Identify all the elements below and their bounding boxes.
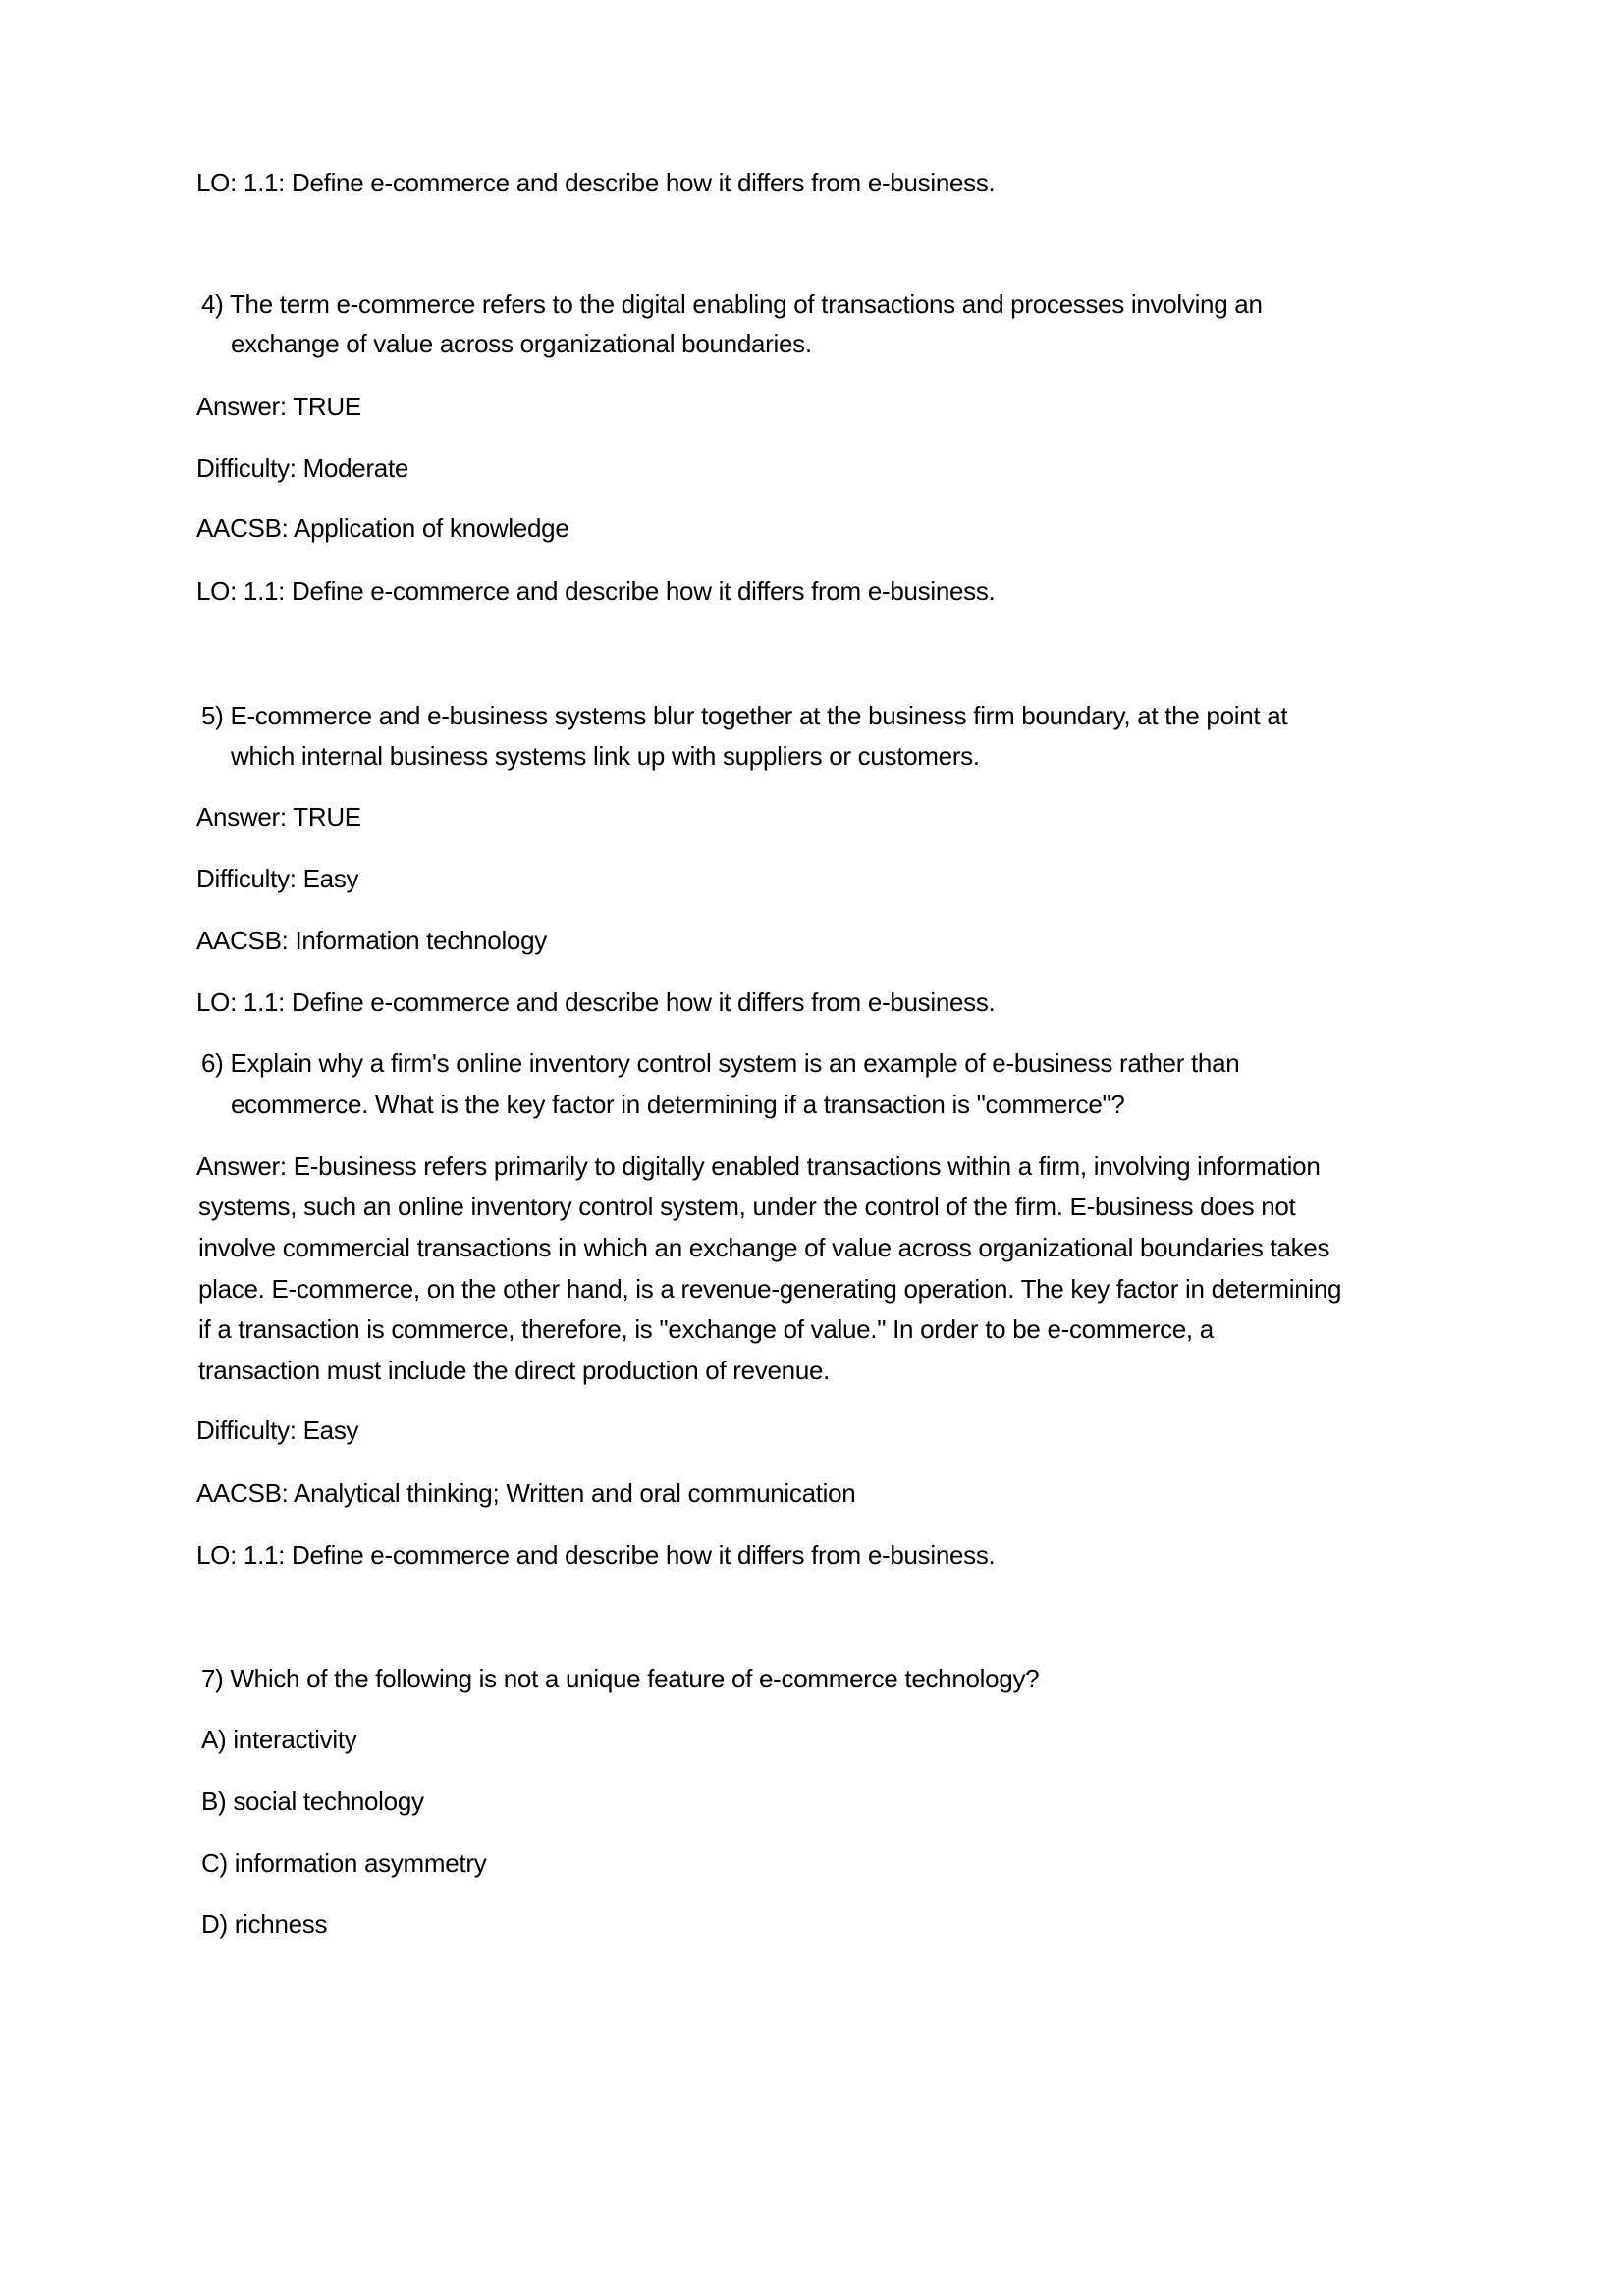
- answer-text: involve commercial transactions in which an exchange of value across organizational boundaries takes: [198, 1233, 1330, 1262]
- difficulty: Difficulty: Moderate: [196, 454, 409, 483]
- question-text: which internal business systems link up with suppliers or customers.: [231, 741, 980, 771]
- learning-objective: LO: 1.1: Define e-commerce and describe how it differs from e-business.: [196, 168, 996, 197]
- answer-text: transaction must include the direct production of revenue.: [198, 1356, 831, 1385]
- aacsb: AACSB: Information technology: [196, 926, 547, 955]
- option-c: C) information asymmetry: [201, 1848, 487, 1878]
- option-a: A) interactivity: [201, 1725, 357, 1754]
- aacsb: AACSB: Analytical thinking; Written and oral communication: [196, 1478, 856, 1508]
- answer-text: if a transaction is commerce, therefore, is "exchange of value." In order to be e-commerce, a: [198, 1314, 1214, 1344]
- difficulty: Difficulty: Easy: [196, 1415, 359, 1445]
- answer-text: systems, such an online inventory control system, under the control of the firm. E-business does not: [198, 1192, 1296, 1221]
- option-d: D) richness: [201, 1909, 328, 1939]
- answer-text: place. E-commerce, on the other hand, is a revenue-generating operation. The key factor in determining: [198, 1274, 1342, 1304]
- question-text: ecommerce. What is the key factor in determining if a transaction is "commerce"?: [231, 1090, 1125, 1119]
- aacsb: AACSB: Application of knowledge: [196, 513, 569, 543]
- answer: Answer: TRUE: [196, 802, 361, 831]
- option-b: B) social technology: [201, 1787, 424, 1816]
- question-text: 5) E-commerce and e-business systems blur together at the business firm boundary, at the point at: [201, 701, 1288, 730]
- question-text: 7) Which of the following is not a unique feature of e-commerce technology?: [201, 1664, 1040, 1693]
- answer: Answer: TRUE: [196, 392, 361, 421]
- difficulty: Difficulty: Easy: [196, 864, 359, 893]
- answer-text: Answer: E-business refers primarily to digitally enabled transactions within a firm, involving information: [196, 1151, 1321, 1181]
- learning-objective: LO: 1.1: Define e-commerce and describe how it differs from e-business.: [196, 576, 996, 606]
- question-text: exchange of value across organizational boundaries.: [231, 329, 812, 358]
- question-text: 6) Explain why a firm's online inventory control system is an example of e-business rather than: [201, 1048, 1240, 1078]
- learning-objective: LO: 1.1: Define e-commerce and describe how it differs from e-business.: [196, 1540, 996, 1570]
- learning-objective: LO: 1.1: Define e-commerce and describe how it differs from e-business.: [196, 988, 996, 1017]
- question-text: 4) The term e-commerce refers to the digital enabling of transactions and processes involving an: [201, 290, 1263, 319]
